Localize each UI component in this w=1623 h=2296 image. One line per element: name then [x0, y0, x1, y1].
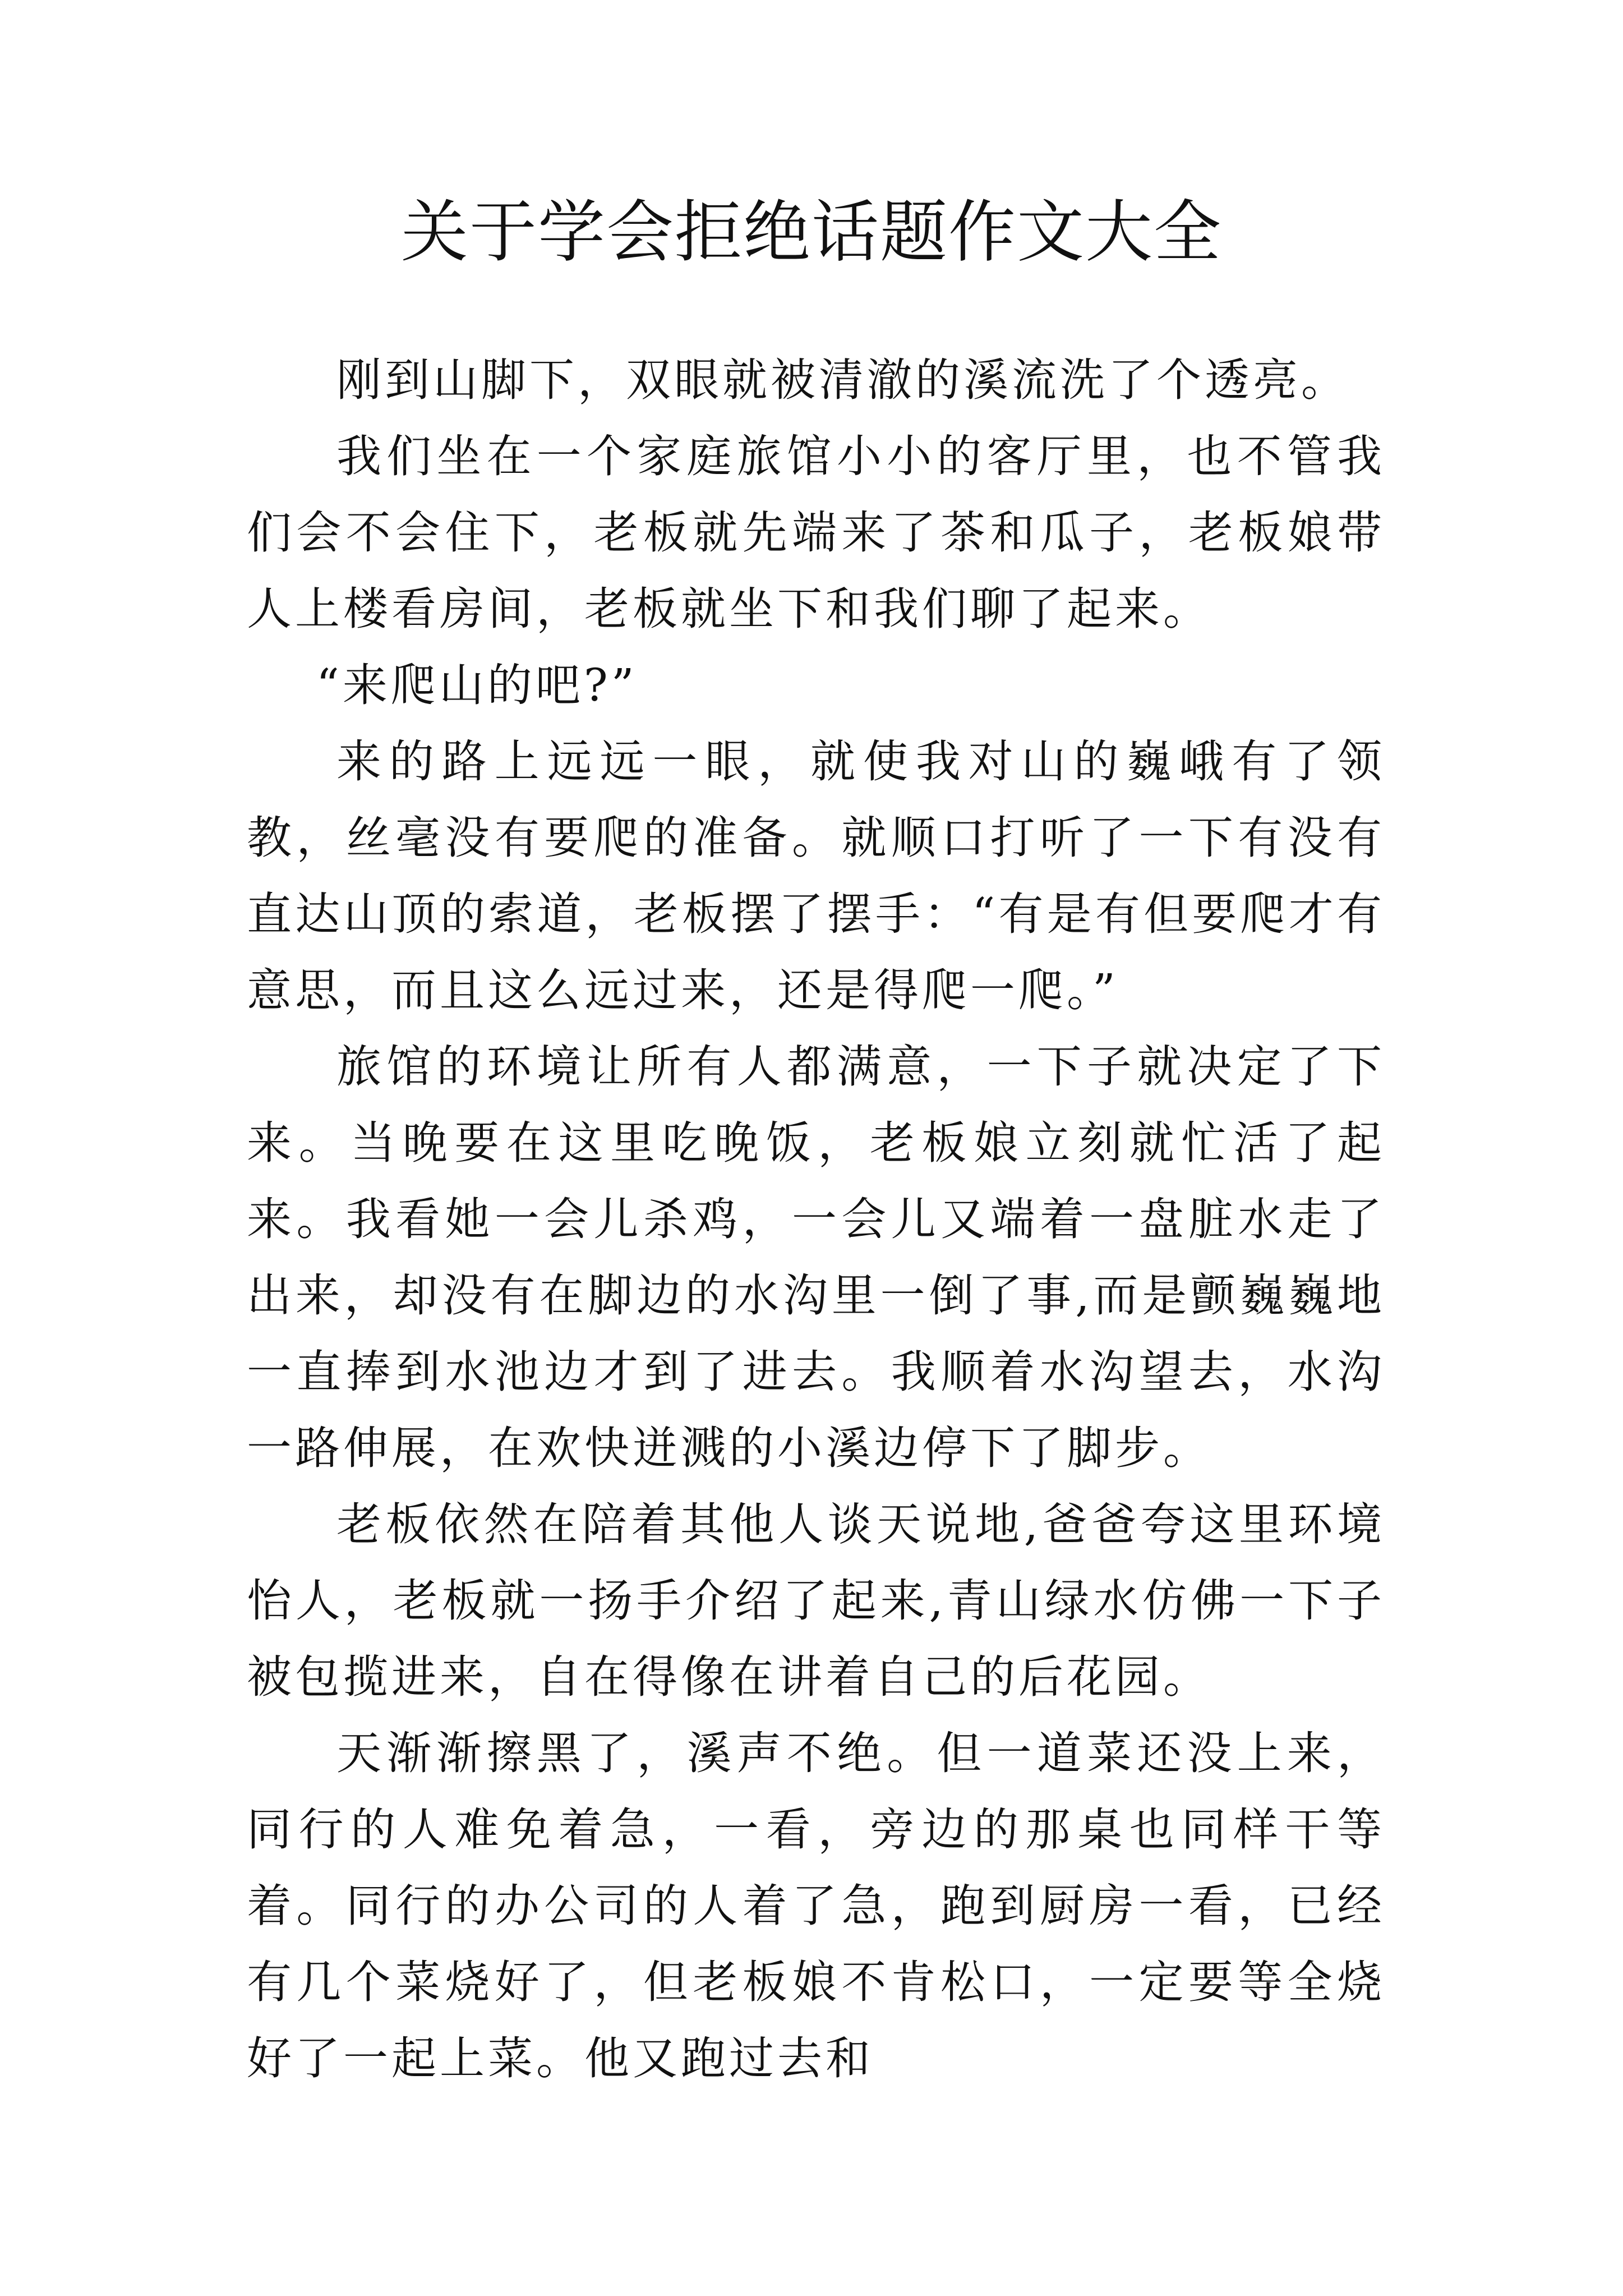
paragraph: “来爬山的吧?” — [316, 659, 638, 711]
document-body — [247, 342, 1385, 2097]
paragraph: 我们坐在一个家庭旅馆小小的客厅里，也不管我们会不会住下，老板就先端来了茶和瓜子，老板娘带人上楼看房间，老板就坐下和我们聊了起来。 — [247, 430, 1385, 635]
paragraph: 天渐渐擦黑了，溪声不绝。但一道菜还没上来，同行的人难免着急，一看，旁边的那桌也同样干等着。同行的办公司的人着了急，跑到厨房一看，已经有几个菜烧好了，但老板娘不肯松口，一定要等全烧好了一起上菜。他又跑过去和 — [247, 1727, 1385, 2085]
paragraph: 老板依然在陪着其他人谈天说地,爸爸夸这里环境怡人，老板就一扬手介绍了起来,青山绿水仿佛一下子被包揽进来，自在得像在讲着自己的后花园。 — [247, 1498, 1385, 1703]
document-title: 关于学会拒绝话题作文大全 — [401, 194, 1222, 272]
paragraph: 来的路上远远一眼，就使我对山的巍峨有了领教，丝毫没有要爬的准备。就顺口打听了一下有没有直达山顶的索道，老板摆了摆手：“有是有但要爬才有意思，而且这么远过来，还是得爬一爬。” — [247, 735, 1385, 1016]
paragraph: 刚到山脚下，双眼就被清澈的溪流洗了个透亮。 — [336, 354, 1349, 406]
paragraph: 旅馆的环境让所有人都满意，一下子就决定了下来。当晚要在这里吃晚饭，老板娘立刻就忙活了起来。我看她一会儿杀鸡，一会儿又端着一盘脏水走了出来，却没有在脚边的水沟里一倒了事,而是颤巍巍地一直捧到水池边才到了进去。我顺着水沟望去，水沟一路伸展，在欢快迸溅的小溪边停下了脚步。 — [247, 1041, 1385, 1474]
